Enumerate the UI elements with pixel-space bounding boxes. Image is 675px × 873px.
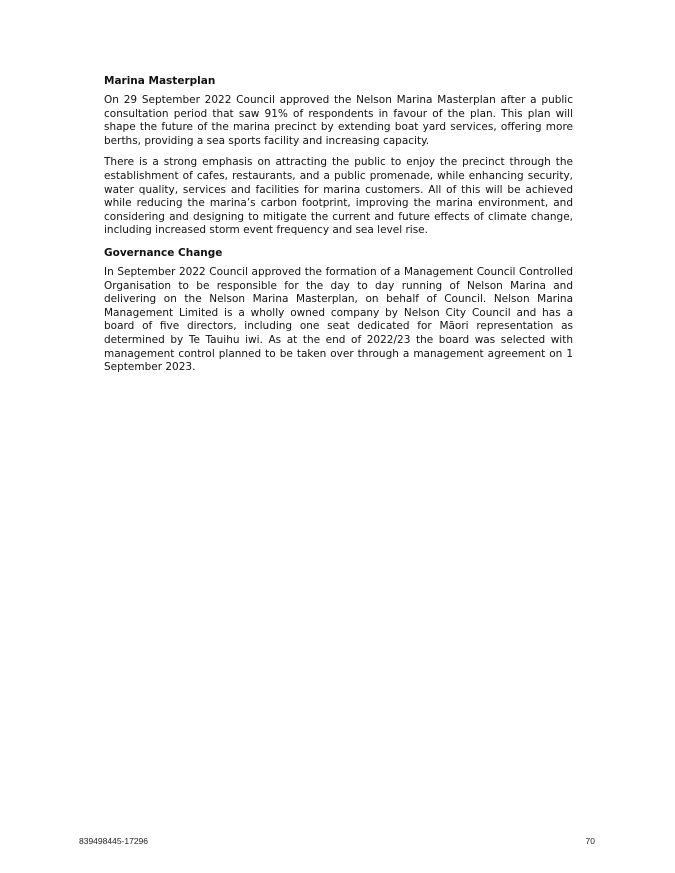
paragraph-governance: In September 2022 Council approved the formation of a Management Council Controlled Organisation to be responsible for the day to day running of Nelson Marina and delivering on the Nelson Marina Masterplan, on behalf of Council. Nelson Marina Management Limited is a wholly owned company by Nelson City Council and has a board of five directors, including one seat dedicated for Māori representation as determined by Te Tauihu iwi. As at the end of 2022/23 the board was selected with management control planned to be taken over through a management agreement on 1 September 2023. [104, 265, 573, 374]
paragraph-masterplan-approval: On 29 September 2022 Council approved the Nelson Marina Masterplan after a public consultation period that saw 91% of respondents in favour of the plan. This plan will shape the future of the marina precinct by extending boat yard services, offering more berths, providing a sea sports facility and increasing capacity. [104, 94, 573, 147]
footer-page-number: 70 [585, 836, 595, 846]
footer-doc-id: 839498445-17296 [79, 836, 149, 846]
paragraph-precinct-emphasis: There is a strong emphasis on attracting the public to enjoy the precinct through the establishment of cafes, restaurants, and a public promenade, while enhancing security, water quality, services and facilities for marina customers. All of this will be achieved while reducing the marina’s carbon footprint, improving the marina environment, and considering and designing to mitigate the current and future effects of climate change, including increased storm event frequency and sea level rise. [104, 156, 573, 237]
section-heading-marina-masterplan: Marina Masterplan [104, 75, 216, 87]
page-content [104, 74, 573, 383]
section-heading-governance-change: Governance Change [104, 246, 223, 259]
